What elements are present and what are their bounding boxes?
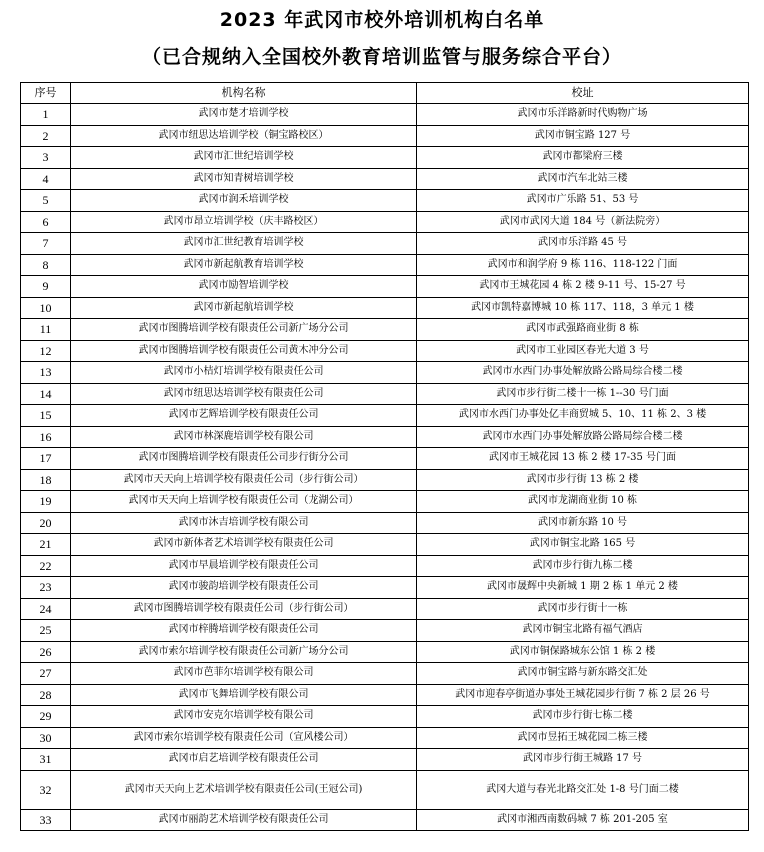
cell-name: 武冈市丽韵艺术培训学校有限责任公司: [71, 809, 417, 831]
cell-address: 武冈市步行街二楼十一栋 1--30 号门面: [417, 383, 749, 405]
table-row: [21, 168, 749, 190]
cell-num: 13: [21, 362, 71, 384]
cell-address: 武冈市龙湖商业街 10 栋: [417, 491, 749, 513]
table-row: [21, 297, 749, 319]
cell-name: 武冈市新体者艺术培训学校有限责任公司: [71, 534, 417, 556]
cell-address: 武冈市水西门办事处亿丰商贸城 5、10、11 栋 2、3 楼: [417, 405, 749, 427]
cell-address: 武冈市武强路商业街 8 栋: [417, 319, 749, 341]
cell-num: 16: [21, 426, 71, 448]
cell-address: 武冈市晟辉中央新城 1 期 2 栋 1 单元 2 楼: [417, 577, 749, 599]
cell-address: 武冈市湘西南数码城 7 栋 201-205 室: [417, 809, 749, 831]
cell-address: 武冈市乐洋路 45 号: [417, 233, 749, 255]
table-row: [21, 809, 749, 831]
cell-num: 19: [21, 491, 71, 513]
cell-name: 武冈市天天向上培训学校有限责任公司（步行街公司）: [71, 469, 417, 491]
cell-address: 武冈市迎春亭街道办事处王城花园步行街 7 栋 2 层 26 号: [417, 684, 749, 706]
cell-num: 6: [21, 211, 71, 233]
cell-address: 武冈市铜保路城东公馆 1 栋 2 楼: [417, 641, 749, 663]
cell-name: 武冈市图腾培训学校有限责任公司新广场分公司: [71, 319, 417, 341]
cell-name: 武冈市纽思达培训学校有限责任公司: [71, 383, 417, 405]
cell-name: 武冈市骏韵培训学校有限责任公司: [71, 577, 417, 599]
cell-address: 武冈市凯特嘉博城 10 栋 117、118，3 单元 1 楼: [417, 297, 749, 319]
table-header-row: [21, 83, 749, 104]
table-row: [21, 340, 749, 362]
table-row: [21, 555, 749, 577]
cell-name: 武冈市启艺培训学校有限责任公司: [71, 749, 417, 771]
cell-address: 武冈市昱拓王城花园二栋三楼: [417, 727, 749, 749]
cell-name: 武冈市飞舞培训学校有限公司: [71, 684, 417, 706]
cell-num: 24: [21, 598, 71, 620]
cell-name: 武冈市楚才培训学校: [71, 104, 417, 126]
table-row: [21, 598, 749, 620]
cell-address: 武冈市武冈大道 184 号（新法院旁）: [417, 211, 749, 233]
table-row: [21, 727, 749, 749]
cell-address: 武冈市都梁府三楼: [417, 147, 749, 169]
cell-name: 武冈市昂立培训学校（庆丰路校区）: [71, 211, 417, 233]
cell-address: 武冈市王城花园 4 栋 2 楼 9-11 号、15-27 号: [417, 276, 749, 298]
cell-name: 武冈市新起航培训学校: [71, 297, 417, 319]
table-row: [21, 190, 749, 212]
header-name: 机构名称: [71, 83, 417, 104]
cell-address: 武冈市水西门办事处解放路公路局综合楼二楼: [417, 426, 749, 448]
table-row: [21, 383, 749, 405]
cell-name: 武冈市知青树培训学校: [71, 168, 417, 190]
table-row: [21, 770, 749, 809]
table-row: [21, 684, 749, 706]
cell-name: 武冈市天天向上艺术培训学校有限责任公司(王冠公司): [71, 770, 417, 809]
cell-name: 武冈市润禾培训学校: [71, 190, 417, 212]
cell-address: 武冈市步行街 13 栋 2 楼: [417, 469, 749, 491]
cell-address: 武冈市铜宝路与新东路交汇处: [417, 663, 749, 685]
table-row: [21, 125, 749, 147]
header-num: 序号: [21, 83, 71, 104]
table-row: [21, 641, 749, 663]
cell-num: 23: [21, 577, 71, 599]
table-row: [21, 362, 749, 384]
cell-address: 武冈市广乐路 51、53 号: [417, 190, 749, 212]
cell-name: 武冈市纽思达培训学校（铜宝路校区）: [71, 125, 417, 147]
cell-name: 武冈市图腾培训学校有限责任公司黄木冲分公司: [71, 340, 417, 362]
cell-address: 武冈市步行街王城路 17 号: [417, 749, 749, 771]
cell-num: 4: [21, 168, 71, 190]
cell-num: 31: [21, 749, 71, 771]
cell-num: 27: [21, 663, 71, 685]
cell-address: 武冈市工业园区春光大道 3 号: [417, 340, 749, 362]
table-row: [21, 254, 749, 276]
cell-num: 7: [21, 233, 71, 255]
table-row: [21, 620, 749, 642]
cell-address: 武冈市王城花园 13 栋 2 楼 17-35 号门面: [417, 448, 749, 470]
table-row: [21, 319, 749, 341]
cell-name: 武冈市新起航教育培训学校: [71, 254, 417, 276]
cell-address: 武冈市和润学府 9 栋 116、118-122 门面: [417, 254, 749, 276]
header-address: 校址: [417, 83, 749, 104]
cell-name: 武冈市艺辉培训学校有限责任公司: [71, 405, 417, 427]
cell-num: 18: [21, 469, 71, 491]
table-row: [21, 706, 749, 728]
table-row: [21, 426, 749, 448]
cell-num: 2: [21, 125, 71, 147]
cell-num: 22: [21, 555, 71, 577]
cell-address: 武冈市铜宝北路有福气酒店: [417, 620, 749, 642]
cell-name: 武冈市林深鹿培训学校有限公司: [71, 426, 417, 448]
cell-num: 17: [21, 448, 71, 470]
table-row: [21, 577, 749, 599]
table-row: [21, 663, 749, 685]
cell-name: 武冈市图腾培训学校有限责任公司步行街分公司: [71, 448, 417, 470]
table-row: [21, 276, 749, 298]
cell-num: 21: [21, 534, 71, 556]
cell-name: 武冈市早晨培训学校有限责任公司: [71, 555, 417, 577]
cell-num: 1: [21, 104, 71, 126]
cell-name: 武冈市梓腾培训学校有限责任公司: [71, 620, 417, 642]
cell-num: 9: [21, 276, 71, 298]
cell-num: 26: [21, 641, 71, 663]
cell-name: 武冈市图腾培训学校有限责任公司（步行街公司）: [71, 598, 417, 620]
table-row: [21, 211, 749, 233]
cell-name: 武冈市索尔培训学校有限责任公司新广场分公司: [71, 641, 417, 663]
cell-address: 武冈市乐洋路新时代购物广场: [417, 104, 749, 126]
cell-num: 30: [21, 727, 71, 749]
cell-num: 5: [21, 190, 71, 212]
cell-name: 武冈市索尔培训学校有限责任公司（宣风楼公司）: [71, 727, 417, 749]
cell-address: 武冈大道与春光北路交汇处 1-8 号门面二楼: [417, 770, 749, 809]
cell-address: 武冈市水西门办事处解放路公路局综合楼二楼: [417, 362, 749, 384]
table-row: [21, 405, 749, 427]
cell-name: 武冈市汇世纪教育培训学校: [71, 233, 417, 255]
table-row: [21, 104, 749, 126]
table-row: [21, 534, 749, 556]
cell-name: 武冈市安克尔培训学校有限公司: [71, 706, 417, 728]
cell-address: 武冈市步行街十一栋: [417, 598, 749, 620]
table-row: [21, 749, 749, 771]
institution-table: [20, 82, 749, 831]
cell-name: 武冈市天天向上培训学校有限责任公司（龙湖公司）: [71, 491, 417, 513]
document-subtitle: （已合规纳入全国校外教育培训监管与服务综合平台）: [141, 46, 622, 68]
cell-address: 武冈市铜宝路 127 号: [417, 125, 749, 147]
table-row: [21, 147, 749, 169]
cell-num: 15: [21, 405, 71, 427]
table-row: [21, 469, 749, 491]
cell-address: 武冈市步行街九栋二楼: [417, 555, 749, 577]
table-row: [21, 491, 749, 513]
cell-address: 武冈市汽车北站三楼: [417, 168, 749, 190]
cell-name: 武冈市汇世纪培训学校: [71, 147, 417, 169]
cell-num: 20: [21, 512, 71, 534]
cell-num: 33: [21, 809, 71, 831]
cell-name: 武冈市沐吉培训学校有限公司: [71, 512, 417, 534]
table-row: [21, 233, 749, 255]
cell-num: 12: [21, 340, 71, 362]
document-title: 2023 年武冈市校外培训机构白名单: [219, 9, 545, 31]
cell-address: 武冈市新东路 10 号: [417, 512, 749, 534]
cell-num: 8: [21, 254, 71, 276]
cell-name: 武冈市励智培训学校: [71, 276, 417, 298]
cell-num: 28: [21, 684, 71, 706]
table-row: [21, 448, 749, 470]
cell-num: 11: [21, 319, 71, 341]
cell-num: 10: [21, 297, 71, 319]
cell-name: 武冈市小桔灯培训学校有限责任公司: [71, 362, 417, 384]
table-body: [21, 104, 749, 831]
cell-name: 武冈市芭菲尔培训学校有限公司: [71, 663, 417, 685]
cell-num: 25: [21, 620, 71, 642]
cell-num: 3: [21, 147, 71, 169]
cell-num: 32: [21, 770, 71, 809]
cell-num: 14: [21, 383, 71, 405]
cell-num: 29: [21, 706, 71, 728]
cell-address: 武冈市步行街七栋二楼: [417, 706, 749, 728]
cell-address: 武冈市铜宝北路 165 号: [417, 534, 749, 556]
table-row: [21, 512, 749, 534]
